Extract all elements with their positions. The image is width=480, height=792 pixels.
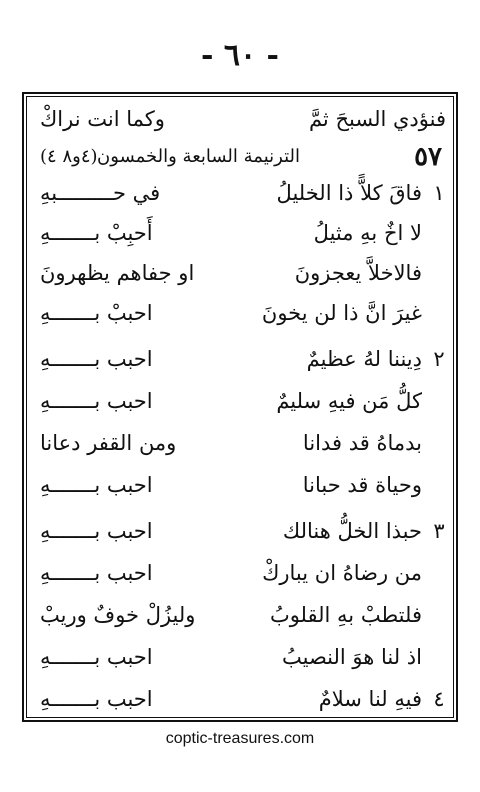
- footer-watermark: coptic-treasures.com: [165, 730, 315, 747]
- page-number: - ٦٠ -: [200, 38, 280, 73]
- verse-right: دِيننا لهُ عظيمٌ: [306, 347, 422, 371]
- verse-line: [30, 254, 450, 292]
- verse-left: ومن القفر دعانا: [40, 431, 177, 455]
- verse-left: احبب بـــــــهِ: [40, 389, 153, 413]
- verse-line: [30, 382, 450, 420]
- verse-right: فيهِ لنا سلامٌ: [318, 687, 422, 711]
- hymn-heading: [30, 138, 450, 176]
- verse-right: غيرَ انَّ ذا لن يخونَ: [261, 301, 422, 325]
- verse-number: ٤: [433, 687, 445, 711]
- verse-left: او جفاهم يظهرونَ: [40, 261, 195, 285]
- verse-left: احبب بـــــــهِ: [40, 687, 153, 711]
- verse-right: كلُّ مَن فيهِ سليمٌ: [276, 389, 422, 413]
- verse-line: [30, 512, 450, 550]
- hymn-title: الترنيمة السابعة والخمسون: [97, 146, 300, 167]
- verse-line: [30, 638, 450, 676]
- verse-left: احبب بـــــــهِ: [40, 473, 153, 497]
- verse-left: احببْ بـــــــهِ: [40, 301, 153, 325]
- verse-right: فاقَ كلاًّ ذا الخليلُ: [276, 181, 422, 205]
- first-line-left: وكما انت نراكْ: [40, 107, 165, 131]
- verse-right: بدماهُ قد فدانا: [302, 431, 422, 455]
- verse-line: [30, 596, 450, 634]
- verse-left: احبب بـــــــهِ: [40, 645, 153, 669]
- verse-line: [30, 340, 450, 378]
- verse-left: احبب بـــــــهِ: [40, 519, 153, 543]
- verse-line: [30, 294, 450, 332]
- verse-line: [30, 554, 450, 592]
- verse-left: أَحبِبْ بـــــــهِ: [40, 221, 153, 245]
- first-line-right: فنؤدي السبحَ ثمَّ: [308, 107, 446, 131]
- first-line: [30, 100, 450, 138]
- verse-right: لا اخٌ بهِ مثيلُ: [313, 221, 422, 245]
- verse-line: [30, 680, 450, 718]
- verse-right: من رضاهُ ان يباركْ: [262, 561, 422, 585]
- verse-line: [30, 174, 450, 212]
- verse-left: احبب بـــــــهِ: [40, 347, 153, 371]
- verse-line: [30, 214, 450, 252]
- verse-line: [30, 466, 450, 504]
- verse-number: ١: [433, 181, 445, 205]
- verse-right: فالاخلاَّ يعجزونَ: [294, 261, 422, 285]
- verse-line: [30, 424, 450, 462]
- verse-left: في حـــــــــبهِ: [40, 181, 161, 205]
- verse-left: وليزُلْ خوفٌ وريبْ: [40, 603, 196, 627]
- verse-right: حبذا الخلُّ هنالك: [282, 519, 422, 543]
- verse-number: ٢: [433, 347, 445, 371]
- verse-left: احبب بـــــــهِ: [40, 561, 153, 585]
- verse-right: اذ لنا هوَ النصيبُ: [281, 645, 422, 669]
- verse-right: فلتطبْ بهِ القلوبُ: [269, 603, 422, 627]
- verse-number: ٣: [433, 519, 445, 543]
- hymn-number: ٥٧: [414, 142, 442, 172]
- hymn-tune: (٤و٨ ٤): [40, 146, 98, 167]
- verse-right: وحياة قد حبانا: [302, 473, 422, 497]
